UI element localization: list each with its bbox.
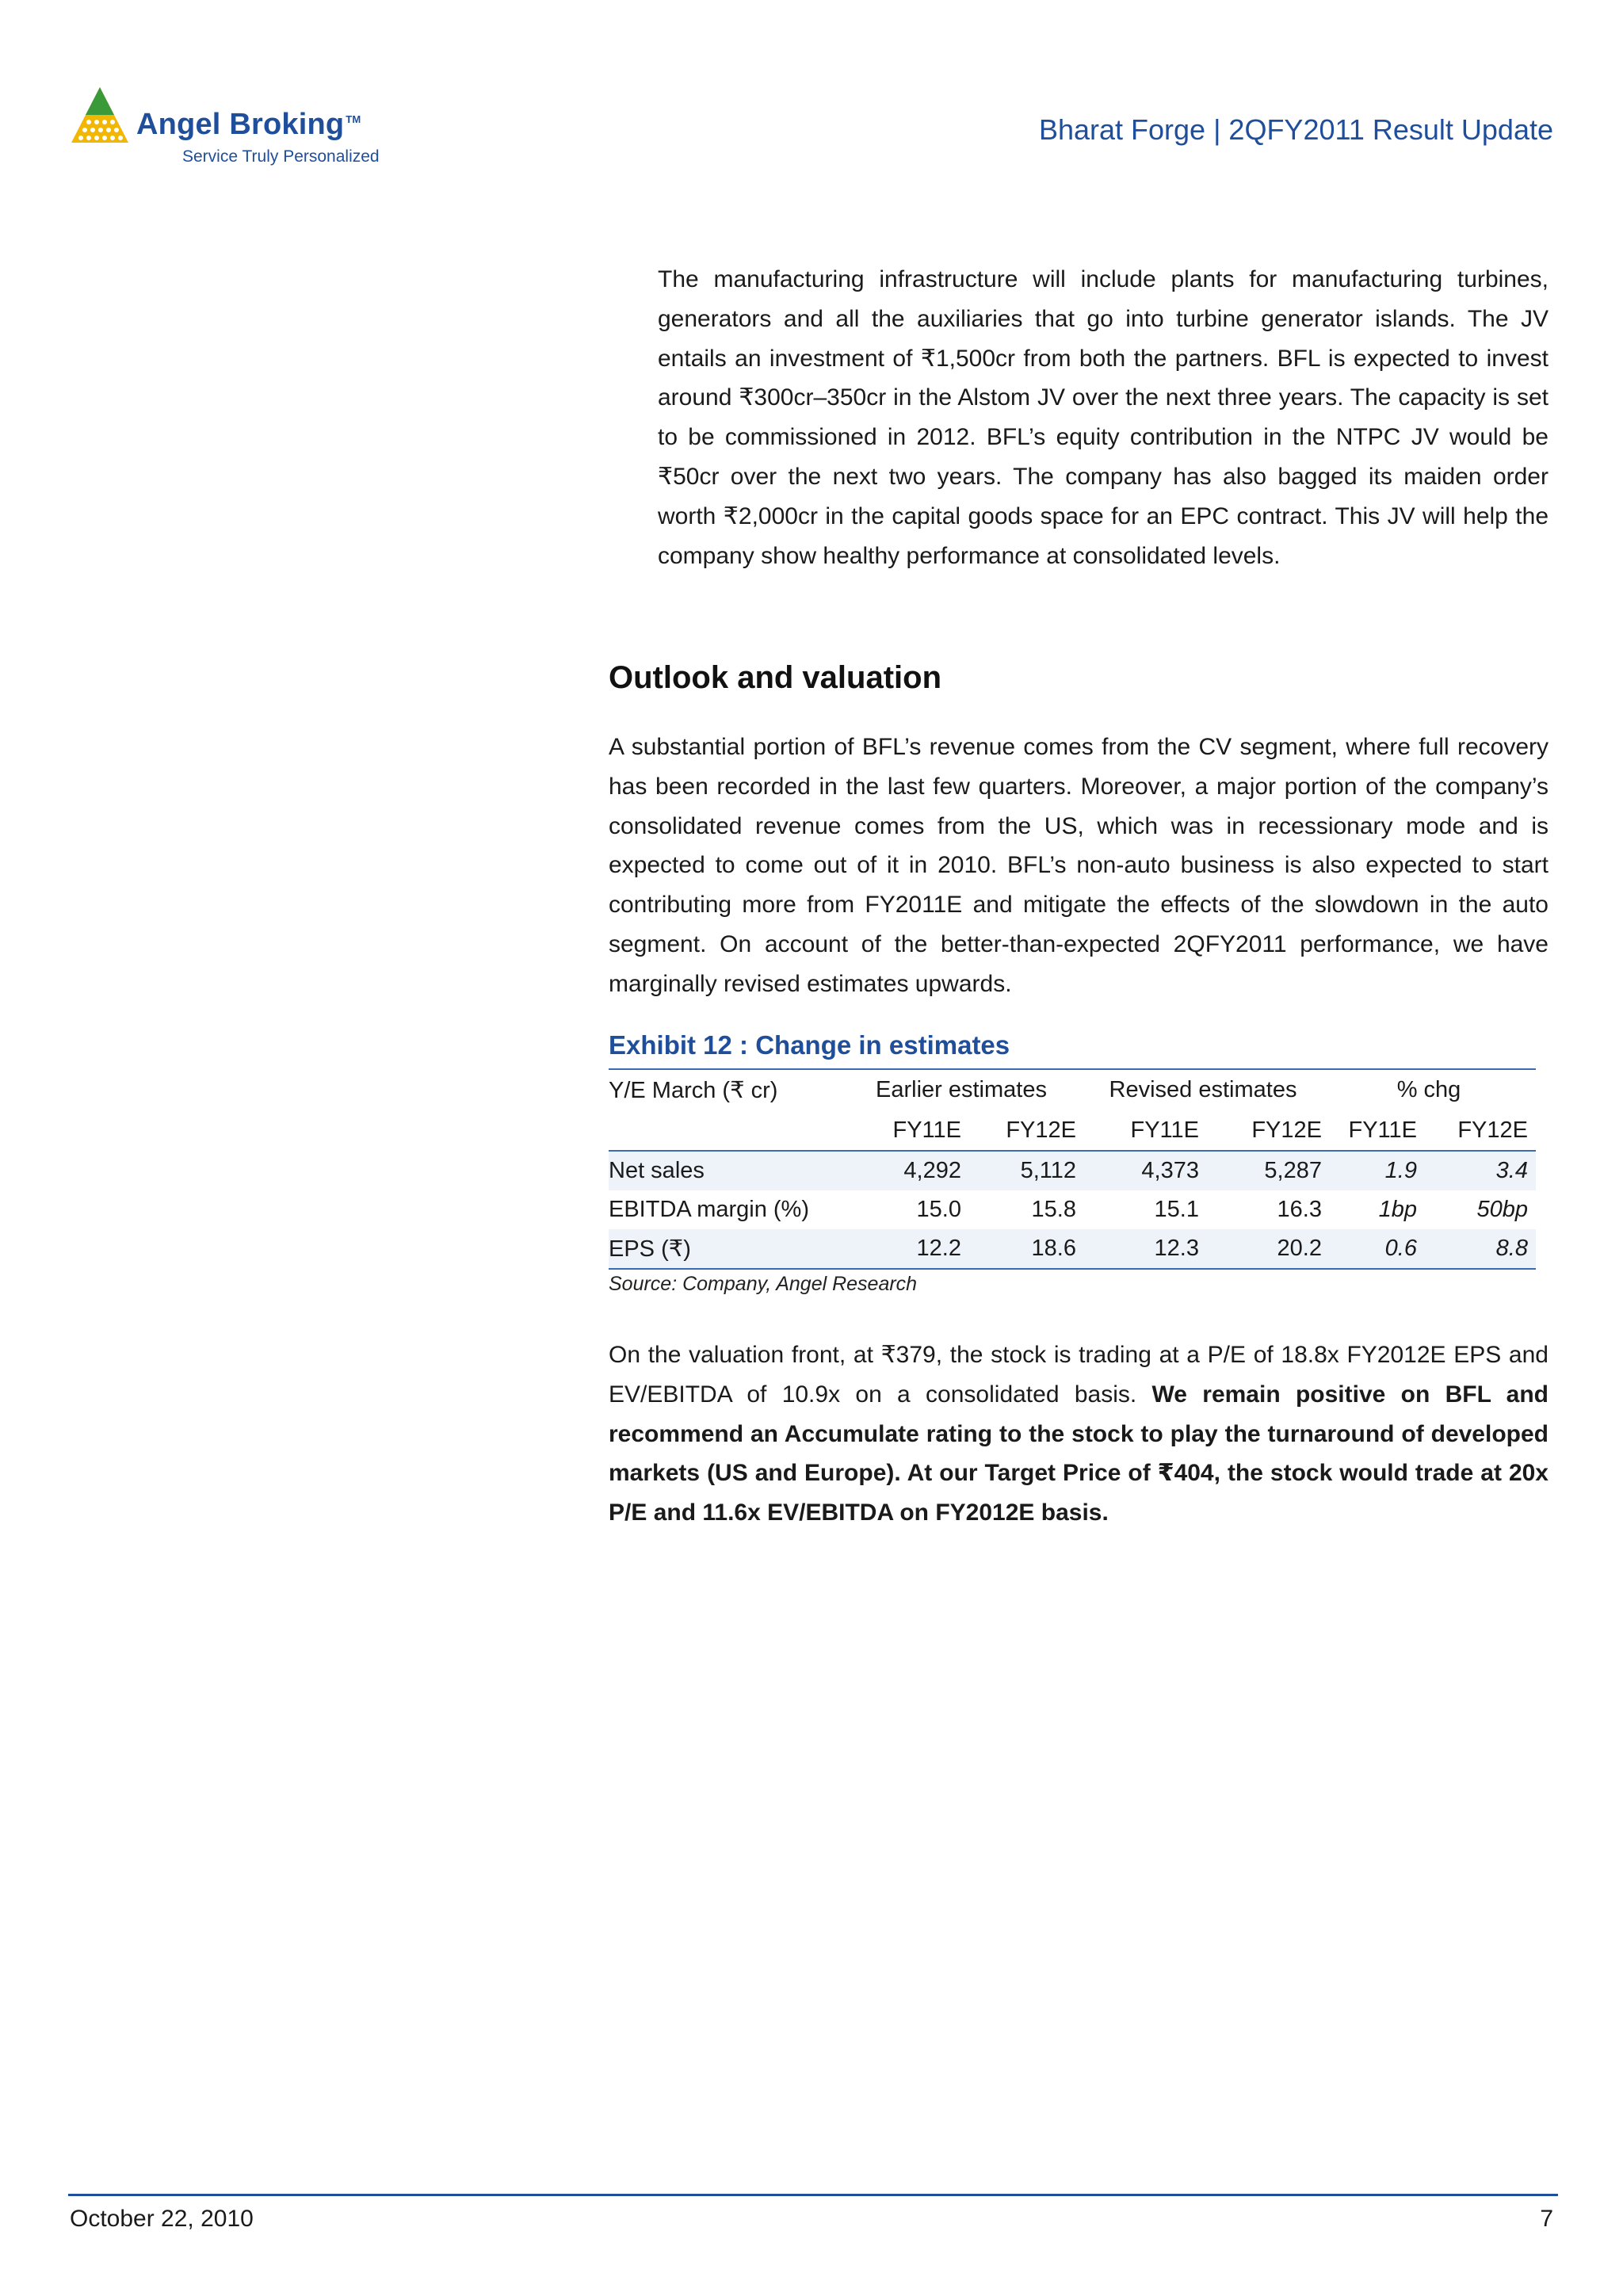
- table-source-note: Source: Company, Angel Research: [609, 1273, 918, 1295]
- table-cell: 0.6: [1330, 1229, 1425, 1269]
- table-row: [609, 1190, 1536, 1229]
- table-cell: 15.1: [1154, 1197, 1199, 1222]
- table-cell: 8.8: [1425, 1229, 1536, 1269]
- table-cell: 20.2: [1207, 1229, 1330, 1269]
- logo-triangle-icon: [70, 86, 130, 144]
- section-heading: Outlook and valuation: [609, 660, 942, 695]
- table-cell: 15.0: [916, 1197, 961, 1222]
- estimates-table: [609, 1068, 1536, 1270]
- table-cell: 1bp: [1378, 1197, 1417, 1222]
- valuation-text: On the valuation front, at ₹379, the stock is trading at a P/E of 18.8x FY2012E EPS and EV/EBITDA of 10.9x on a consolidated basis.: [609, 1342, 1549, 1408]
- exhibit-title: Exhibit 12 : Change in estimates: [609, 1030, 1010, 1060]
- table-cell: 18.6: [969, 1229, 1084, 1269]
- brand-tagline: Service Truly Personalized: [182, 147, 380, 166]
- column-header: FY11E: [1084, 1110, 1207, 1151]
- page-number: 7: [1540, 2206, 1553, 2232]
- table-cell: 1.9: [1330, 1151, 1425, 1190]
- column-header: FY11E: [1330, 1110, 1425, 1151]
- table-cell: 12.3: [1084, 1229, 1207, 1269]
- intro-paragraph: The manufacturing infrastructure will include plants for manufacturing turbines, generators and all the auxiliaries that go into turbine generator islands. The JV entails an investment of ₹1,500cr from both the partners. BFL is expected to invest around ₹300cr–350cr in the Alstom JV over the next three years. The capacity is set to be commissioned in 2012. BFL’s equity contribution in the NTPC JV would be ₹50cr over the next two years. The company has also bagged its maiden order worth ₹2,000cr in the capital goods space for an EPC contract. This JV will help the company show healthy performance at consolidated levels.: [658, 266, 1549, 569]
- table-cell: 4,373: [1084, 1151, 1207, 1190]
- group-header: Earlier estimates: [876, 1077, 1047, 1102]
- table-cell: 16.3: [1277, 1197, 1322, 1222]
- table-cell: 50bp: [1476, 1197, 1528, 1222]
- column-header: FY12E: [1207, 1110, 1330, 1151]
- brand-logo: [70, 79, 403, 174]
- row-label: Net sales: [609, 1151, 846, 1190]
- group-header: % chg: [1396, 1077, 1461, 1102]
- brand-name: Angel Broking ™: [136, 108, 361, 141]
- footer-divider: [68, 2194, 1558, 2196]
- table-group-header-row: [609, 1070, 1536, 1110]
- table-row: [609, 1151, 1536, 1190]
- table-cell: 3.4: [1425, 1151, 1536, 1190]
- footer-date: October 22, 2010: [70, 2206, 254, 2232]
- table-cell: 5,287: [1207, 1151, 1330, 1190]
- table-sub-header-row: [609, 1110, 1536, 1151]
- table-cell: 15.8: [1031, 1197, 1076, 1222]
- column-header: FY11E: [846, 1110, 969, 1151]
- row-label: EPS (₹): [609, 1229, 846, 1269]
- column-header: FY12E: [1425, 1110, 1536, 1151]
- table-cell: 4,292: [846, 1151, 969, 1190]
- outlook-paragraph: A substantial portion of BFL’s revenue comes from the CV segment, where full recovery has been recorded in the last few quarters. Moreover, a major portion of the company’s consolidated revenue comes from the US, which was in recessionary mode and is expected to come out of it in 2010. BFL’s non-auto business is also expected to start contributing more from FY2011E and mitigate the effects of the slowdown in the auto segment. On account of the better-than-expected 2QFY2011 performance, we have marginally revised estimates upwards.: [609, 734, 1549, 997]
- brand-trademark: TM: [346, 113, 361, 126]
- group-header: Revised estimates: [1109, 1077, 1297, 1102]
- valuation-paragraph: [609, 1335, 1549, 1533]
- table-cell: 5,112: [969, 1151, 1084, 1190]
- valuation-recommendation: We remain positive on BFL and recommend an Accumulate rating to the stock to play the turnaround of developed markets (US and Europe). At our Target Price of ₹404, the stock would trade at 20x P/E and 11.6x EV/EBITDA on FY2012E basis.: [609, 1381, 1549, 1526]
- table-cell: 12.2: [846, 1229, 969, 1269]
- row-label-header: Y/E March (₹ cr): [609, 1078, 778, 1103]
- column-header: FY12E: [969, 1110, 1084, 1151]
- row-label: EBITDA margin (%): [609, 1197, 809, 1222]
- report-title: Bharat Forge | 2QFY2011 Result Update: [1038, 113, 1553, 146]
- table-row: [609, 1229, 1536, 1269]
